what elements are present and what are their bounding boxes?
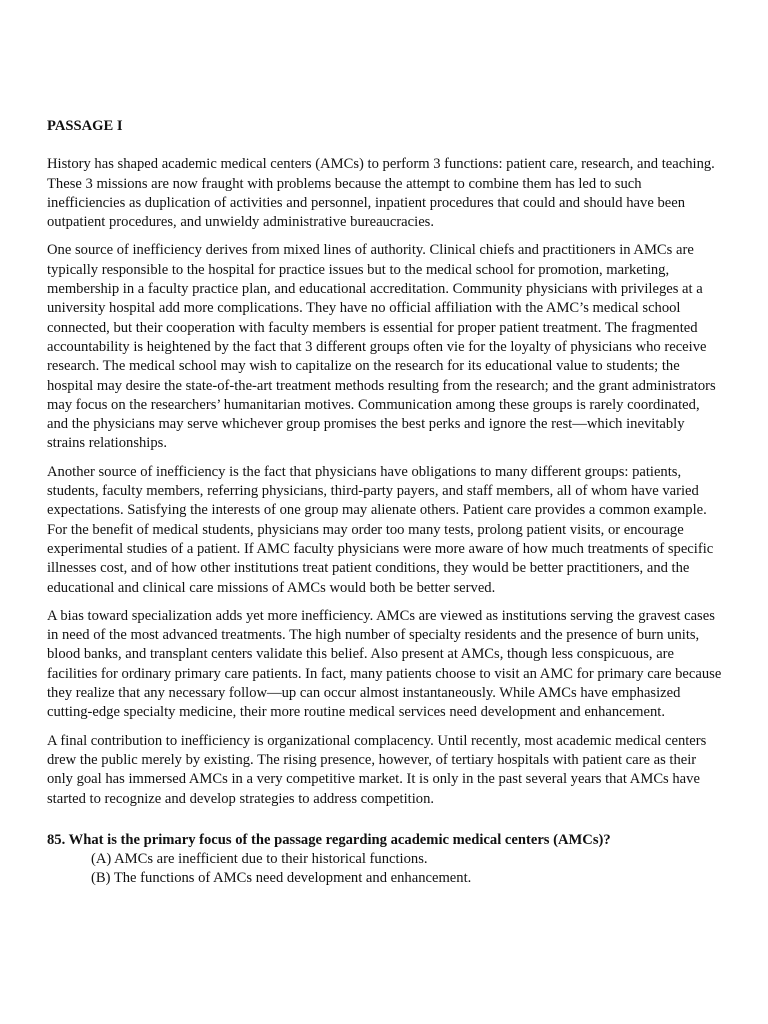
document-page — [47, 117, 723, 889]
answer-option-b[interactable]: (B) The functions of AMCs need development and enhancement. — [91, 870, 472, 887]
passage-paragraph-1: History has shaped academic medical centers (AMCs) to perform 3 functions: patient care, research, and teaching. These 3 missions are now fraught with problems because the attempt to combine them has led to such inefficiencies as duplication of activities and personnel, inpatient procedures that could and should have been outpatient procedures, and unwieldy administrative bureaucracies. — [47, 156, 715, 231]
question-block — [47, 831, 723, 889]
answer-option-a[interactable]: (A) AMCs are inefficient due to their historical functions. — [91, 851, 428, 868]
passage-paragraph-4: A bias toward specialization adds yet more inefficiency. AMCs are viewed as institutions serving the gravest cases in need of the most advanced treatments. The high number of specialty residents and the presence of burn units, blood banks, and transplant centers validate this belief. Also present at AMCs, though less conspicuous, are facilities for ordinary primary care patients. In fact, many patients choose to visit an AMC for primary care because they realize that any necessary follow—up can occur almost instantaneously. While AMCs have emphasized cutting-edge specialty medicine, their more routine medical services need development and enhancement. — [47, 607, 722, 721]
question-stem: 85. What is the primary focus of the passage regarding academic medical centers (AMCs)? — [47, 831, 611, 848]
passage-paragraph-2: One source of inefficiency derives from mixed lines of authority. Clinical chiefs and practitioners in AMCs are typically responsible to the hospital for practice issues but to the medical school for promotion, marketing, membership in a faculty practice plan, and educational accreditation. Community physicians with privileges at a university hospital add more complications. They have no official affiliation with the AMC’s medical school connected, but their cooperation with faculty members is essential for proper patient treatment. The fragmented accountability is heightened by the fact that 3 different groups often vie for the loyalty of physicians who receive research. The medical school may wish to capitalize on the research for its educational value to students; the hospital may desire the state-of-the-art treatment methods resulting from the research; and the grant administrators may focus on the researchers’ humanitarian motives. Communication among these groups is rarely coordinated, and the physicians may serve whichever group promises the best perks and ignore the rest—which inevitably strains relationships. — [47, 242, 716, 452]
passage-paragraph-3: Another source of inefficiency is the fact that physicians have obligations to many different groups: patients, students, faculty members, referring physicians, third-party payers, and staff members, all of whom have varied expectations. Satisfying the interests of one group may alienate others. Patient care provides a common example. For the benefit of medical students, physicians may order too many tests, prolong patient visits, or encourage experimental studies of a patient. If AMC faculty physicians were more aware of how much treatments of specific illnesses cost, and of how other institutions treat patient conditions, they would be better practitioners, and the educational and clinical care missions of AMCs would both be better served. — [47, 463, 714, 596]
passage-title: PASSAGE I — [47, 118, 123, 134]
passage-paragraph-5: A final contribution to inefficiency is organizational complacency. Until recently, most academic medical centers drew the public merely by existing. The rising presence, however, of tertiary hospitals with patient care as their only goal has immersed AMCs in a very competitive market. It is only in the past several years that AMCs have started to recognize and develop strategies to address competition. — [47, 732, 707, 807]
